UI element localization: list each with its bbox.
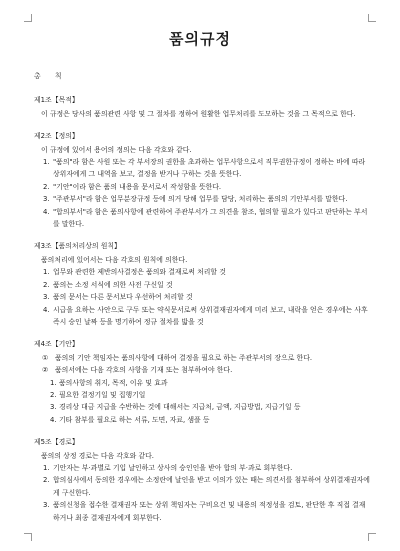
list-item: [34, 462, 372, 474]
item-number: 4.: [43, 305, 50, 314]
article-4: [34, 338, 372, 426]
article-heading: 제2조【정의】: [34, 132, 79, 141]
item-number: 3.: [50, 403, 57, 412]
item-number: 2.: [50, 390, 57, 399]
clause-text: 품의서에는 다음 각호의 사항을 기재 또는 첨부하여야 한다.: [55, 366, 233, 375]
sub-list-item: [34, 401, 372, 413]
page-corner-mark: [368, 14, 376, 22]
document-body: [34, 70, 372, 534]
article-1: [34, 94, 372, 120]
item-number: 3.: [43, 501, 50, 510]
item-number: 4.: [50, 415, 57, 424]
sub-list-item: [34, 414, 372, 426]
article-intro: 품의처리에 있어서는 다음 각호의 원칙에 의한다.: [41, 255, 188, 264]
list-item: [34, 206, 372, 231]
item-text: 품의 문서는 다른 문서보다 우선하여 처리할 것: [53, 293, 193, 302]
list-item: [34, 499, 372, 524]
item-text: 품의신청을 접수한 결재권자 또는 상위 책임자는 구비요건 및 내용의 적정성을 검토, 판단한 후 직접 결재하거나 최종 결재권자에게 회부한다.: [53, 501, 366, 522]
item-text: 기안자는 부·과별로 기입 날인하고 상사의 승인인을 받아 합의 부·과로 회부한다.: [53, 463, 293, 472]
page-corner-mark: [24, 14, 32, 22]
item-text: "기안"이라 함은 품의 내용을 문서로서 작성함을 뜻한다.: [53, 182, 222, 191]
clause-text: 품의의 기안 책임자는 품의사항에 대하여 결정을 필요로 하는 주관부서의 장으로 한다.: [55, 353, 313, 362]
list-item: [34, 266, 372, 278]
item-number: 3.: [43, 293, 50, 302]
item-number: 2.: [43, 280, 50, 289]
article-intro: 이 규정에 있어서 용어의 정의는 다음 각호와 같다.: [41, 145, 192, 154]
page-corner-mark: [368, 533, 376, 541]
clause-item: [34, 352, 372, 364]
item-text: 기타 참부를 필요로 하는 서류, 도면, 자료, 샘플 등: [59, 415, 210, 424]
sub-list-item: [34, 377, 372, 389]
list-item: [34, 156, 372, 181]
clause-item: [34, 364, 372, 376]
article-heading: 제3조【품의처리상의 원칙】: [34, 242, 121, 251]
item-text: 품의사항의 취지, 목적, 이유 및 효과: [59, 378, 168, 387]
list-item: [34, 181, 372, 193]
article-5: [34, 436, 372, 524]
article-heading: 제5조【경로】: [34, 438, 79, 447]
list-item: [34, 193, 372, 205]
list-item: [34, 291, 372, 303]
article-heading: 제4조【기안】: [34, 340, 79, 349]
document-title: 품의규정: [169, 30, 231, 48]
item-text: 필요한 결정기일 및 집행기일: [59, 390, 146, 399]
chapter-heading: 총 칙: [34, 72, 68, 80]
article-paragraph: 이 규정은 당사의 품의관련 사항 및 그 절차를 정하여 원활한 업무처리를 도모하는 것을 그 목적으로 한다.: [41, 109, 356, 118]
item-number: 1.: [50, 378, 57, 387]
article-intro: 품의의 상정 경로는 다음 각호와 같다.: [41, 451, 154, 460]
item-text: 시급을 요하는 사안으로 구두 또는 약식문서로써 상위결재권자에게 미리 보고, 내락을 얻은 경우에는 사후 즉시 승인 날짜 등을 명기하여 정규 절차를 밟을 것: [53, 305, 368, 326]
item-number: 1.: [43, 463, 50, 472]
item-number: 3.: [43, 195, 50, 204]
page-corner-mark: [24, 533, 32, 541]
item-text: 합의심사에서 동의한 경우에는 소정란에 날인을 받고 이의가 있는 때는 의견서를 첨부하여 상위결재권자에게 구신한다.: [53, 476, 370, 497]
clause-number: ②: [42, 366, 49, 375]
article-2: [34, 130, 372, 230]
item-text: 경리상 대금 지급을 수반하는 것에 대해서는 지급처, 금액, 지급방법, 지급기일 등: [59, 403, 301, 412]
item-text: 품의는 소정 서식에 의한 사전 구신일 것: [53, 280, 173, 289]
item-number: 1.: [43, 158, 50, 167]
item-text: 업무와 관련한 제반의사결정은 품의와 결재로써 처리할 것: [53, 268, 226, 277]
item-text: "주관부서"라 함은 업무분장규정 등에 의거 당해 업무를 담당, 처리하는 품의의 기안부서를 말한다.: [53, 195, 348, 204]
article-heading: 제1조【목적】: [34, 96, 79, 105]
item-number: 2.: [43, 182, 50, 191]
clause-number: ①: [42, 353, 49, 362]
item-number: 4.: [43, 207, 50, 216]
item-text: "합의부서"라 함은 품의사항에 관련하여 주관부서가 그 의견을 참조, 협의할 필요가 있다고 판단하는 부서를 말한다.: [53, 207, 368, 229]
list-item: [34, 279, 372, 291]
sub-list-item: [34, 389, 372, 401]
item-number: 1.: [43, 268, 50, 277]
item-text: "품의"라 함은 사원 또는 각 부서장의 권한을 초과하는 업무사항으로서 직무권한규정이 정하는 바에 따라 상위자에게 그 내역을 보고, 결정을 받거나 구하는 것을 뜻한다.: [53, 158, 366, 179]
list-item: [34, 304, 372, 329]
item-number: 2.: [43, 476, 50, 485]
article-3: [34, 240, 372, 328]
list-item: [34, 474, 372, 499]
